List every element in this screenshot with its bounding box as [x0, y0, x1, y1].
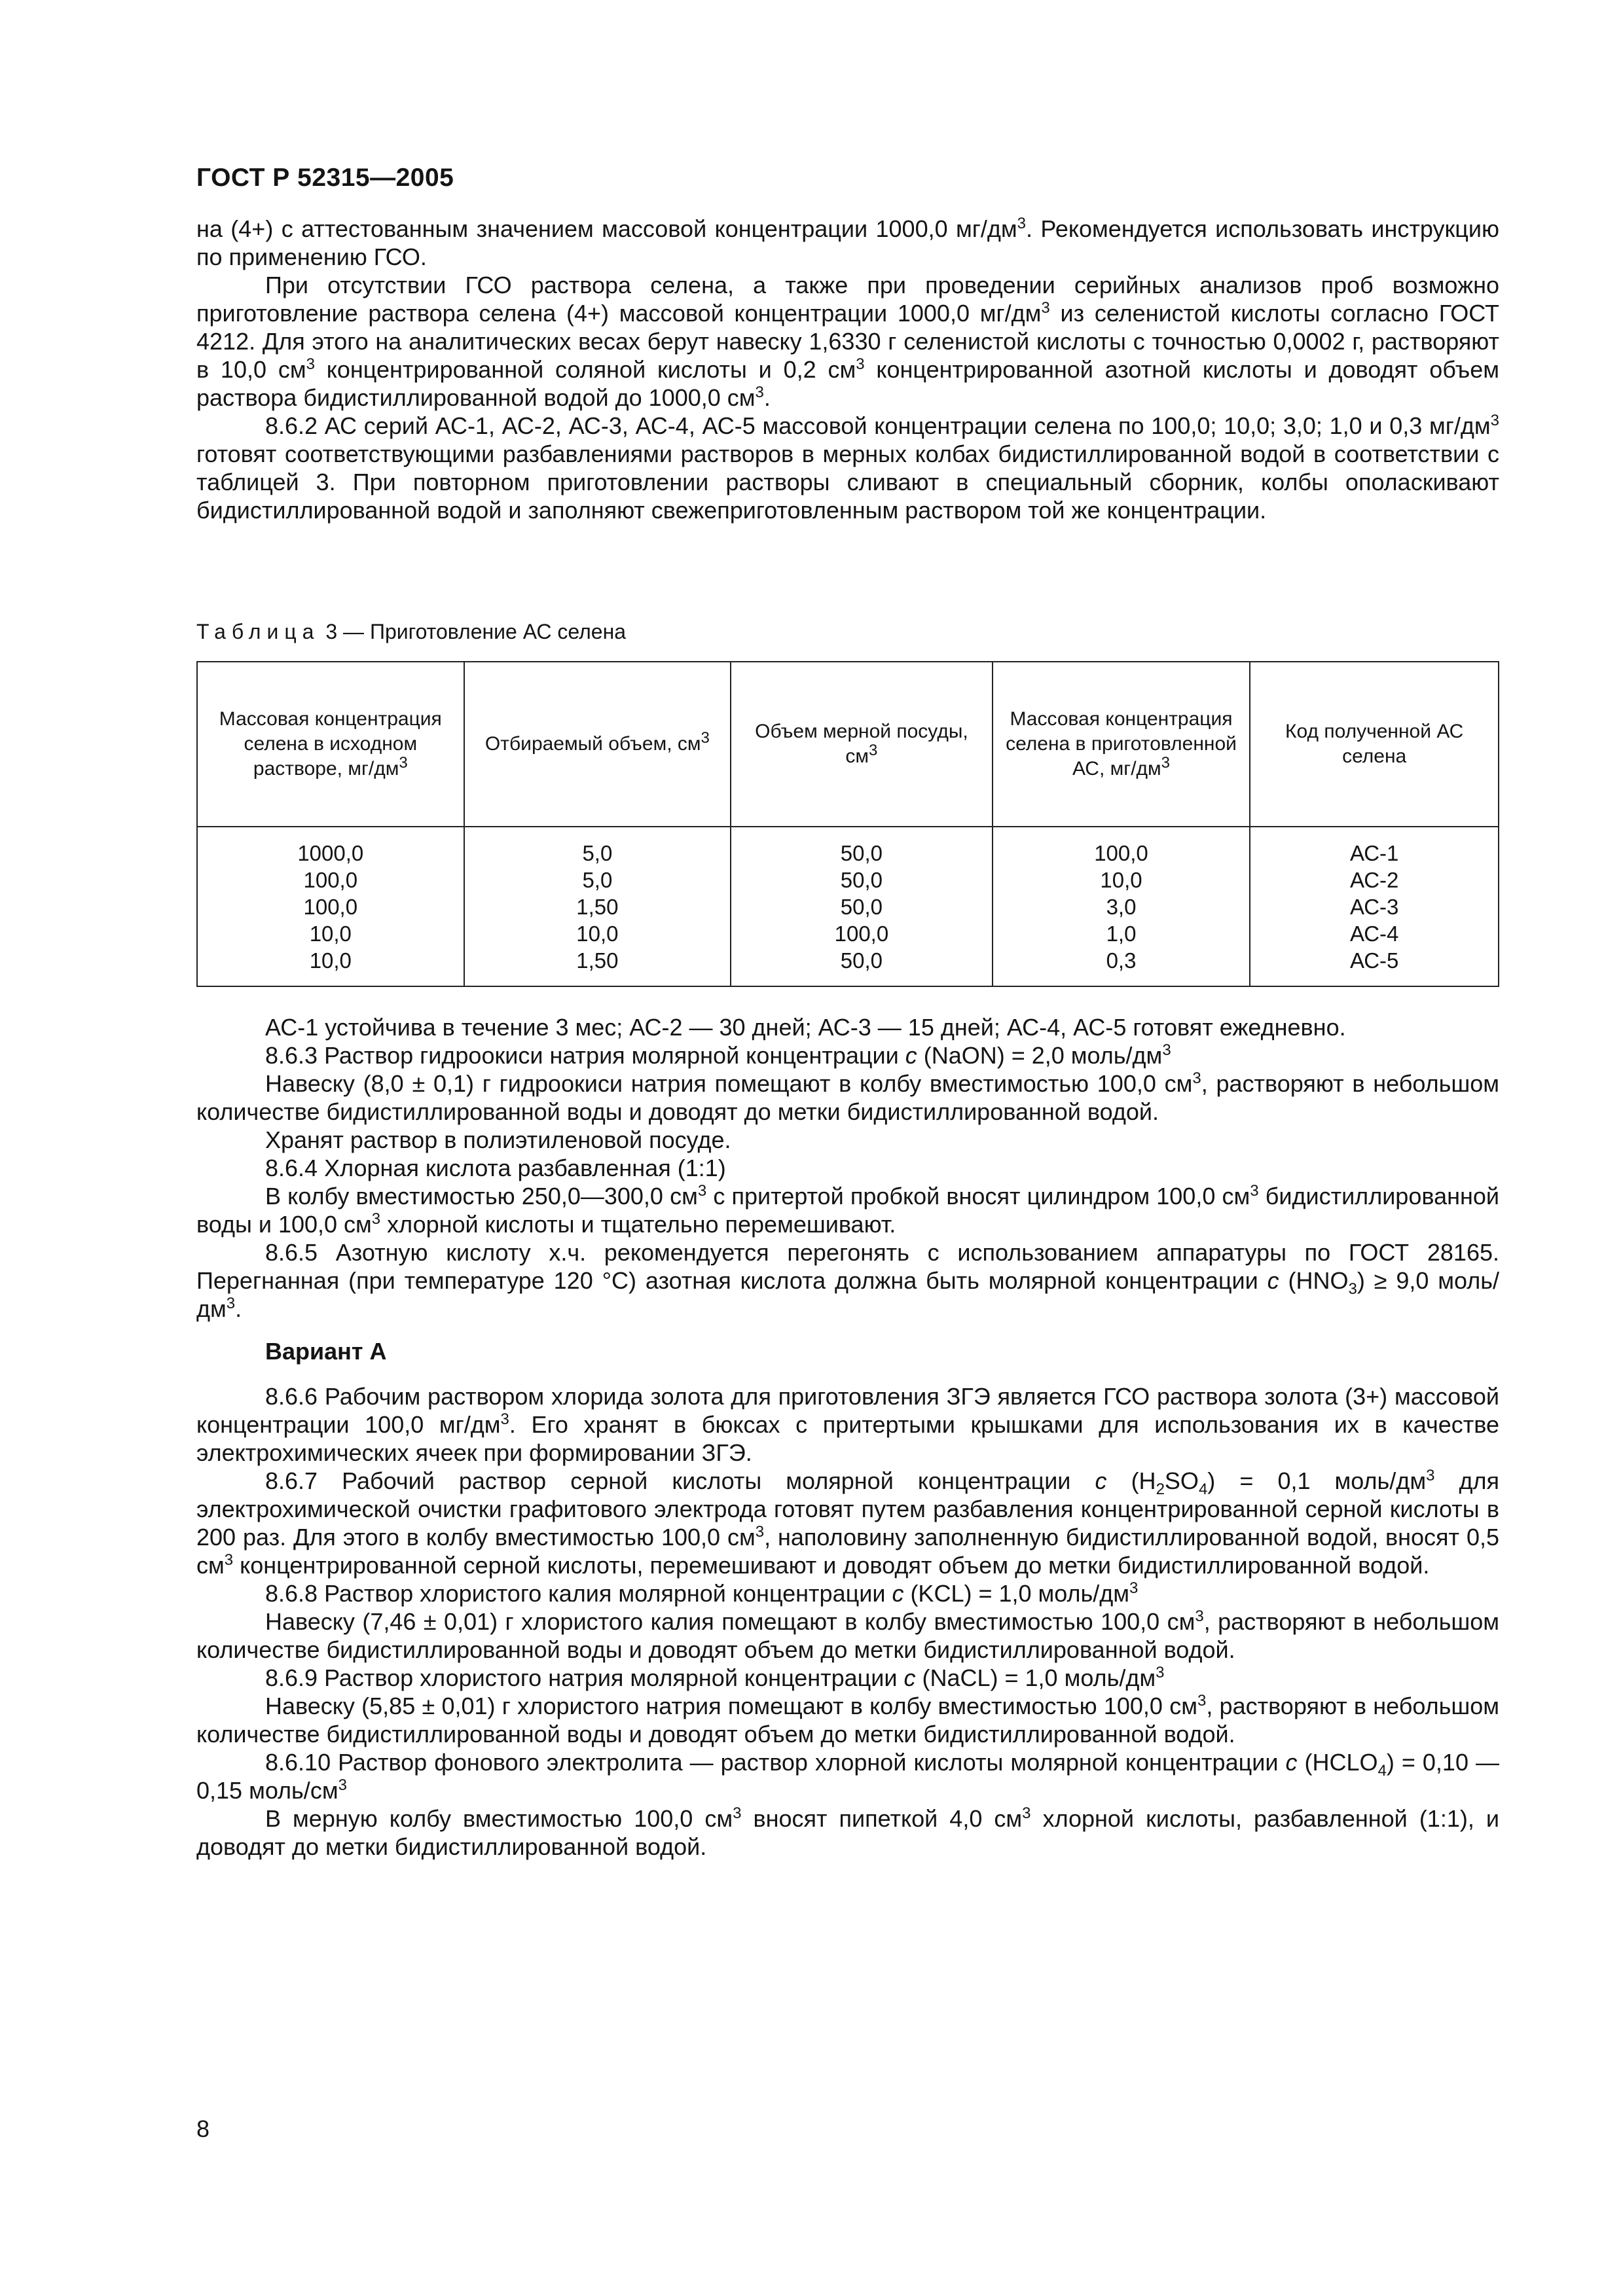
table-cell: 5,0	[582, 867, 613, 892]
page-number: 8	[196, 2115, 210, 2142]
paragraph-p18: В мерную колбу вместимостью 100,0 $см^3$ вносят пипеткой 4,0 $см^3$ хлорной кислоты, разбавленной (1:1), и доводят до метки бидистиллированной водой.	[196, 1804, 1499, 1860]
table-cell: 100,0	[303, 894, 358, 919]
table-cell: АС-1	[1349, 840, 1399, 865]
table-cell: 1000,0	[297, 840, 364, 865]
body-text-block	[196, 1013, 1499, 1861]
paragraph-p13: 8.6.8 Раствор хлористого калия молярной концентрации c (KCL) = 1,0 моль/$дм^3$	[265, 1579, 1139, 1607]
intro-text-block	[196, 215, 1499, 524]
table-header-cell-5: Код полученной АС селена	[1250, 662, 1499, 827]
table-caption	[196, 620, 626, 644]
table-caption-text: 3 — Приготовление АС селена	[325, 620, 627, 643]
table-cell: 1,0	[1106, 921, 1137, 946]
paragraph-p12: 8.6.7 Рабочий раствор серной кислоты молярной концентрации c $(H_2SO_4) = 0,1$ моль/$дм^3$ для электрохимической очистки графитового электрода готовят путем разбавления концентрированной серной кислоты в 200 раз. Для этого в колбу вместимостью 100,0 $см^3$, наполовину заполненную бидистиллированной водой, вносят 0,5 $см^3$ концентрированной серной кислоты, перемешивают и доводят объем до метки бидистиллированной водой.	[196, 1467, 1499, 1579]
table-cell: 5,0	[582, 840, 613, 865]
table-cell: АС-2	[1349, 867, 1399, 892]
table-cell: 50,0	[840, 840, 883, 865]
table-header-cell-3: Объем мерной посуды, $см^3$	[731, 662, 992, 827]
table-header-cell-4: Массовая концентрация селена в приготовленной АС, $мг/дм^3$	[993, 662, 1250, 827]
selenium-solutions-table	[196, 661, 1499, 987]
table-cell: АС-3	[1349, 894, 1399, 919]
table-cell: 100,0	[1094, 840, 1148, 865]
table-header-cell-2: Отбираемый объем, $см^3$	[464, 662, 731, 827]
paragraph-p7: Хранят раствор в полиэтиленовой посуде.	[265, 1126, 731, 1153]
table-row	[197, 827, 1499, 986]
table-cell: 10,0	[1100, 867, 1142, 892]
table-column-cell-3	[731, 827, 992, 986]
table-column-cell-1	[197, 827, 464, 986]
table-header-row	[197, 662, 1499, 827]
table-column-cell-2	[464, 827, 731, 986]
document-header: ГОСТ Р 52315—2005	[196, 164, 454, 192]
paragraph-p2: При отсутствии ГСО раствора селена, а также при проведении серийных анализов проб возможно приготовление раствора селена (4+) массовой концентрации 1000,0 $мг/дм^3$ из селенистой кислоты согласно ГОСТ 4212. Для этого на аналитических весах берут навеску 1,6330 г селенистой кислоты с точностью 0,0002 г, растворяют в 10,0 $см^3$ концентрированной соляной кислоты и 0,2 $см^3$ концентрированной азотной кислоты и доводят объем раствора бидистиллированной водой до 1000,0 $см^3$.	[196, 272, 1500, 411]
table-cell: АС-4	[1349, 921, 1399, 946]
table-cell: АС-5	[1349, 948, 1399, 973]
table-column-cell-5	[1250, 827, 1499, 986]
paragraph-p6: Навеску (8,0 ± 0,1) г гидроокиси натрия помещают в колбу вместимостью 100,0 $см^3$, растворяют в небольшом количестве бидистиллированной воды и доводят до метки бидистиллированной водой.	[196, 1069, 1499, 1125]
table-cell: 50,0	[840, 867, 883, 892]
paragraph-p14: Навеску (7,46 ± 0,01) г хлористого калия помещают в колбу вместимостью 100,0 $см^3$, растворяют в небольшом количестве бидистиллированной воды и доводят объем до метки бидистиллированной водой.	[196, 1607, 1499, 1663]
paragraph-p10: 8.6.5 Азотную кислоту х.ч. рекомендуется перегонять с использованием аппаратуры по ГОСТ 28165. Перегнанная (при температуре 120 °С) азотная кислота должна быть молярной концентрации c $(HNO_3) \ge 9,0$ моль/$дм^3$.	[196, 1239, 1499, 1322]
paragraph-p17: 8.6.10 Раствор фонового электролита — раствор хлорной кислоты молярной концентрации c $(HCLO_4) = 0,10$ — 0,15 моль/$см^3$	[196, 1749, 1499, 1804]
section-title: Вариант А	[265, 1338, 387, 1365]
table-cell: 10,0	[309, 921, 352, 946]
paragraph-p11: 8.6.6 Рабочим раствором хлорида золота для приготовления ЗГЭ является ГСО раствора золота (3+) массовой концентрации 100,0 $мг/дм^3$. Его хранят в бюксах с притертыми крышками для использования их в качестве электрохимических ячеек при формировании ЗГЭ.	[196, 1383, 1499, 1466]
table-cell: 100,0	[303, 867, 358, 892]
paragraph-p4: АС-1 устойчива в течение 3 мес; АС-2 — 30 дней; АС-3 — 15 дней; АС-4, АС-5 готовят ежедневно.	[265, 1014, 1346, 1041]
table-cell: 1,50	[576, 894, 619, 919]
table-column-cell-4	[993, 827, 1250, 986]
table-caption-label: Таблица	[196, 620, 320, 643]
paragraph-p5: 8.6.3 Раствор гидроокиси натрия молярной концентрации c (NaON) = 2,0 моль/$дм^3$	[265, 1041, 1171, 1069]
paragraph-p9: В колбу вместимостью 250,0—300,0 $см^3$ с притертой пробкой вносят цилиндром 100,0 $см^3$ бидистиллированной воды и 100,0 $см^3$ хлорной кислоты и тщательно перемешивают.	[196, 1182, 1499, 1238]
table-cell: 10,0	[309, 948, 352, 973]
paragraph-p1: на (4+) с аттестованным значением массовой концентрации 1000,0 $мг/дм^3$. Рекомендуется использовать инструкцию по применению ГСО.	[196, 215, 1500, 270]
paragraph-p8: 8.6.4 Хлорная кислота разбавленная (1:1)	[265, 1155, 726, 1181]
table-header-cell-1: Массовая концентрация селена в исходном растворе, $мг/дм^3$	[197, 662, 464, 827]
table-cell: 50,0	[840, 894, 883, 919]
paragraph-p15: 8.6.9 Раствор хлористого натрия молярной концентрации c (NaCL) = 1,0 моль/$дм^3$	[265, 1664, 1165, 1691]
table-cell: 50,0	[840, 948, 883, 973]
table-cell: 0,3	[1106, 948, 1137, 973]
paragraph-p3: 8.6.2 АС серий АС-1, АС-2, АС-3, АС-4, АС-5 массовой концентрации селена по 100,0; 10,0; 3,0; 1,0 и 0,3 $мг/дм^3$ готовят соответствующими разбавлениями растворов в мерных колбах бидистиллированной водой в соответствии с таблицей 3. При повторном приготовлении растворы сливают в специальный сборник, колбы ополаскивают бидистиллированной водой и заполняют свежеприготовленным раствором той же концентрации.	[196, 412, 1499, 524]
paragraph-p16: Навеску (5,85 ± 0,01) г хлористого натрия помещают в колбу вместимостью 100,0 $см^3$, растворяют в небольшом количестве бидистиллированной воды и доводят объем до метки бидистиллированной водой.	[196, 1692, 1499, 1748]
table-cell: 3,0	[1106, 894, 1137, 919]
table-cell: 100,0	[834, 921, 889, 946]
table-cell: 10,0	[576, 921, 619, 946]
table-cell: 1,50	[576, 948, 619, 973]
